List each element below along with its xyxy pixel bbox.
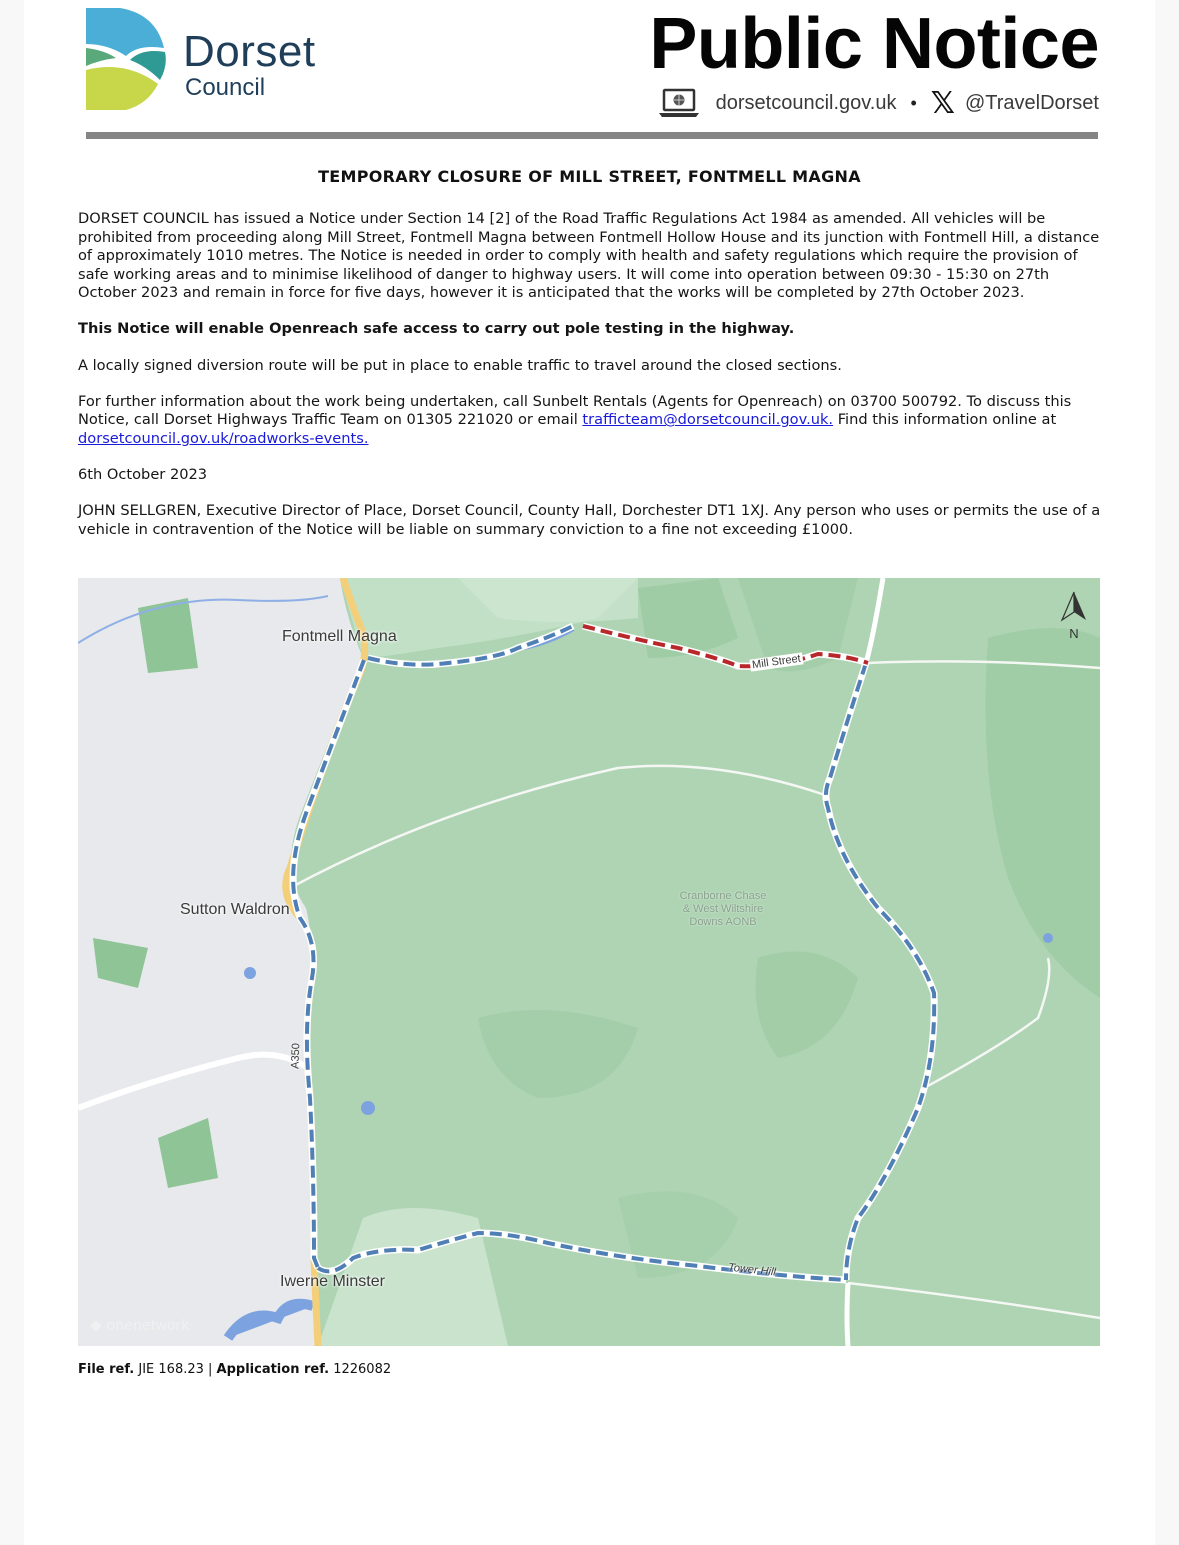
twitter-handle: @TravelDorset bbox=[964, 91, 1099, 114]
dorset-council-logo-mark-icon bbox=[86, 8, 166, 110]
roadworks-link[interactable]: dorsetcouncil.gov.uk/roadworks-events. bbox=[78, 429, 369, 447]
notice-paragraph-contact bbox=[78, 393, 1108, 449]
onenetwork-watermark bbox=[90, 1316, 189, 1334]
notice-page bbox=[24, 0, 1155, 1545]
notice-paragraph-main: DORSET COUNCIL has issued a Notice under Section 14 [2] of the Road Traffic Regulations Act 1984 as amended. All vehicles will be prohibited from proceeding along Mill Street, Fontmell Magna between Fontmell Hollow House and its junction with Fontmell Hill, a distance of approximately 1010 metres. The Notice is needed in order to comply with health and safety regulations which require the provision of safe working areas and to minimise likelihood of danger to highway users. It will come into operation between 09:30 - 15:30 on 27th October 2023 and remain in force for five days, however it is anticipated that the works will be completed by 27th October 2023. bbox=[78, 210, 1100, 302]
onenetwork-logo-icon: ◆ bbox=[90, 1317, 107, 1334]
diversion-map bbox=[78, 578, 1100, 1346]
public-notice-heading: Public Notice bbox=[649, 4, 1099, 84]
app-ref-value: 1226082 bbox=[329, 1362, 392, 1377]
svg-text:N: N bbox=[1069, 626, 1079, 641]
notice-paragraph-signatory: JOHN SELLGREN, Executive Director of Place, Dorset Council, County Hall, Dorchester DT1 1XJ. Any person who uses or permits the use of a vehicle in contravention of the Notice will be liable on summary conviction to a fine not exceeding £1000. bbox=[78, 502, 1101, 538]
map-label-sutton-waldron: Sutton Waldron bbox=[180, 901, 290, 918]
notice-body bbox=[78, 210, 1108, 557]
contact-text-b: Find this information online at bbox=[833, 411, 1057, 429]
map-label-fontmell-magna: Fontmell Magna bbox=[282, 628, 397, 645]
map-label-iwerne-minster: Iwerne Minster bbox=[280, 1273, 385, 1290]
x-logo-icon: 𝕏 bbox=[930, 85, 955, 121]
logo-wordmark bbox=[183, 27, 316, 101]
file-ref-label: File ref. bbox=[78, 1362, 135, 1377]
aonb-line2: & West Wiltshire bbox=[682, 903, 764, 915]
separator-dot: • bbox=[910, 92, 917, 113]
header-divider bbox=[86, 132, 1098, 139]
email-link[interactable]: trafficteam@dorsetcouncil.gov.uk. bbox=[582, 411, 834, 429]
map-label-a350: A350 bbox=[289, 1042, 303, 1070]
map-label-tower-hill: Tower Hill bbox=[727, 1261, 777, 1279]
website-text: dorsetcouncil.gov.uk bbox=[715, 91, 897, 114]
header-contact bbox=[658, 86, 1099, 120]
contact-text-a: For further information about the work being undertaken, call Sunbelt Rentals (Agents for Openreach) on 03700 500792. To discuss this Notice, call Dorset Highways Traffic Team on 01305 221020 or email bbox=[78, 392, 1072, 429]
map-label-aonb bbox=[648, 890, 798, 929]
notice-title: TEMPORARY CLOSURE OF MILL STREET, FONTMELL MAGNA bbox=[318, 167, 861, 186]
reference-line bbox=[78, 1362, 391, 1377]
logo-line2: Council bbox=[185, 74, 266, 101]
notice-paragraph-purpose: This Notice will enable Openreach safe access to carry out pole testing in the highway. bbox=[78, 320, 795, 338]
map-canvas bbox=[78, 578, 1100, 1346]
aonb-line1: Cranborne Chase bbox=[679, 890, 767, 902]
north-arrow-icon bbox=[1054, 590, 1094, 642]
file-ref-value: JIE 168.23 | bbox=[134, 1362, 217, 1377]
map-label-mill-street: Mill Street bbox=[751, 652, 802, 672]
notice-date: 6th October 2023 bbox=[78, 465, 208, 483]
aonb-line3: Downs AONB bbox=[689, 916, 757, 928]
dorset-council-logo bbox=[86, 8, 336, 112]
app-ref-label: Application ref. bbox=[216, 1362, 330, 1377]
notice-paragraph-diversion: A locally signed diversion route will be put in place to enable traffic to travel around the closed sections. bbox=[78, 356, 842, 374]
laptop-globe-icon bbox=[658, 87, 700, 119]
watermark-text: onenetwork bbox=[106, 1317, 190, 1334]
logo-line1: Dorset bbox=[183, 27, 316, 76]
